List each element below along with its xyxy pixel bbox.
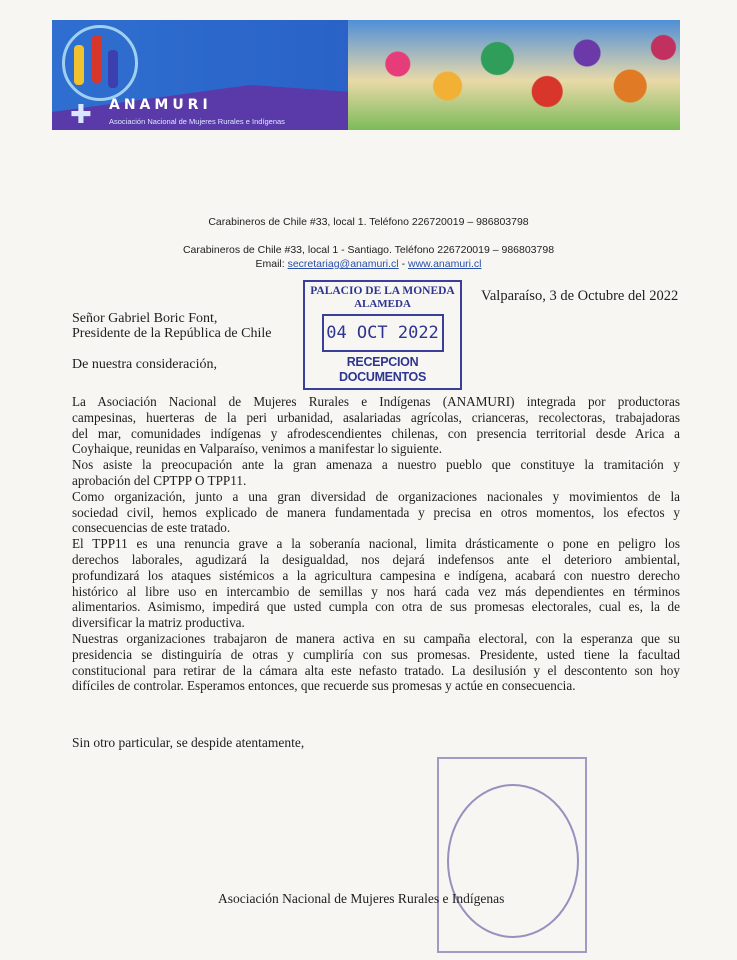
letterhead-banner (52, 20, 680, 130)
brand-name: ANAMURI (109, 97, 212, 113)
stamp-date: 04 OCT 2022 (322, 314, 444, 352)
body-line: del mar, comunidades indígenas y afrodescendientes chilenas, con presencia territorial desde Arica a (72, 425, 680, 441)
body-line: Nos asiste la preocupación ante la gran amenaza a nuestro pueblo que constituye la tramitación y (72, 457, 680, 473)
reception-stamp (303, 280, 462, 390)
body-line: campesinas, huerteras de la peri urbanidad, asalariadas agrícolas, crianceras, recolectoras, trabajadoras (72, 409, 680, 425)
logo-figure (92, 35, 102, 83)
body-line: constitucional para retirar de la cámara alta este nefasto tratado. La desilusión y el descontento son hoy (72, 662, 680, 678)
closing: Sin otro particular, se despide atentamente, (72, 735, 305, 750)
logo-figure (108, 50, 118, 88)
brand-subtitle: Asociación Nacional de Mujeres Rurales e Indígenas (109, 117, 285, 126)
body-line: profundizará los ataques sistémicos a la agricultura campesina e indígena, acabará con nuestro derecho (72, 567, 680, 583)
contact-line (0, 258, 737, 270)
body-line: Coyhaique, reunidas en Valparaíso, venimos a manifestar lo siguiente. (72, 441, 443, 457)
body-line: sociedad civil, hemos explicado de manera fundamentada y precisa en otros momentos, los efectos y (72, 504, 680, 520)
email-link[interactable]: secretariag@anamuri.cl (287, 258, 399, 270)
logo-figure (74, 45, 84, 85)
contact-separator: - (401, 258, 406, 270)
stamp-line-2: ALAMEDA (354, 298, 411, 310)
address-line-1: Carabineros de Chile #33, local 1. Teléfono 226720019 – 986803798 (208, 216, 529, 228)
logo-cross-icon: ✚ (70, 100, 92, 130)
signature-line: Asociación Nacional de Mujeres Rurales e Indígenas (218, 891, 505, 906)
organization-seal (437, 757, 587, 953)
recipient-name: Señor Gabriel Boric Font, (72, 311, 218, 326)
body-line: derechos laborales, agudizará la desigualdad, nos dejará indefensos ante el deterioro ambiental, (72, 551, 680, 567)
banner-mural-image (348, 20, 680, 130)
body-line: El TPP11 es una renuncia grave a la soberanía nacional, limita drásticamente o pone en peligro los (72, 536, 680, 552)
body-line: presidencia se distinguiría de otras y cumpliría con sus promesas. Presidente, usted tiene la facultad (72, 646, 680, 662)
body-line: Nuestras organizaciones trabajaron de manera activa en su campaña electoral, con la esperanza que su (72, 630, 680, 646)
body-line: diversificar la matriz productiva. (72, 615, 245, 631)
stamp-line-3: RECEPCION DOCUMENTOS (338, 355, 427, 384)
address-line-2: Carabineros de Chile #33, local 1 - Santiago. Teléfono 226720019 – 986803798 (182, 244, 555, 256)
body-line: Como organización, junto a una gran diversidad de organizaciones nacionales y movimientos de la (72, 488, 680, 504)
seal-ring (447, 784, 579, 938)
website-link[interactable]: www.anamuri.cl (407, 258, 482, 270)
body-line: alimentarios. Asimismo, impedirá que usted cumpla con otra de sus promesas electorales, cual es, la de (72, 599, 680, 615)
place-date: Valparaíso, 3 de Octubre del 2022 (481, 288, 679, 304)
body-paragraphs (72, 394, 680, 694)
body-line: histórico al libre uso en intercambio de semillas y nos hará cada vez más dependientes en términos (72, 583, 680, 599)
body-line: difíciles de controlar. Esperamos entonces, que recuerde sus promesas y actúe en consecuencia. (72, 678, 576, 694)
letter-body (72, 394, 680, 694)
stamp-line-1: PALACIO DE LA MONEDA (310, 285, 455, 297)
body-line: La Asociación Nacional de Mujeres Rurales e Indígenas (ANAMURI) integrada por productoras (72, 394, 680, 409)
email-label: Email: (255, 258, 285, 270)
salutation: De nuestra consideración, (72, 357, 217, 372)
body-line: consecuencias de este tratado. (72, 520, 231, 536)
body-line: aprobación del CPTPP O TPP11. (72, 472, 247, 488)
recipient-title: Presidente de la República de Chile (72, 326, 272, 341)
